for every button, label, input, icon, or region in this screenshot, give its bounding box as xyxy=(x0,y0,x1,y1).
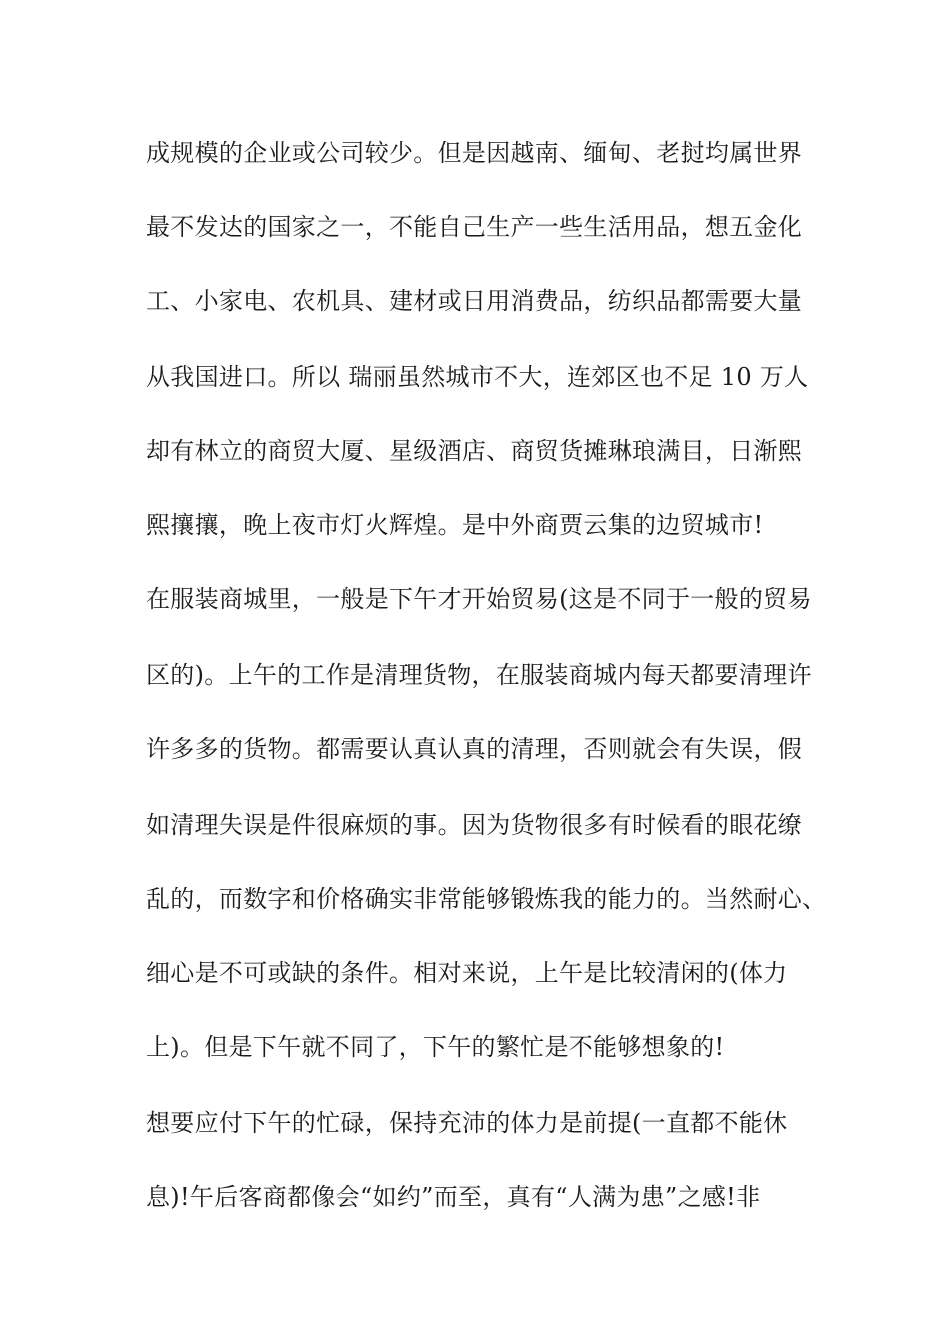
text-line: 许多多的货物。都需要认真认真的清理，否则就会有失误，假 xyxy=(146,735,803,763)
text-line: 在服装商城里，一般是下午才开始贸易(这是不同于一般的贸易 xyxy=(146,585,812,613)
text-line: 如清理失误是件很麻烦的事。因为货物很多有时候看的眼花缭 xyxy=(146,811,803,839)
text-line: 成规模的企业或公司较少。但是因越南、缅甸、老挝均属世界 xyxy=(146,139,803,167)
text-line: 乱的，而数字和价格确实非常能够锻炼我的能力的。当然耐心、 xyxy=(146,885,827,913)
text-line: 却有林立的商贸大厦、星级酒店、商贸货摊琳琅满目，日渐熙 xyxy=(146,437,803,465)
text-line: 从我国进口。所以 瑞丽虽然城市不大，连郊区也不足 10 万人 xyxy=(146,363,809,391)
text-line: 最不发达的国家之一，不能自己生产一些生活用品，想五金化 xyxy=(146,213,803,241)
text-line: 想要应付下午的忙碌，保持充沛的体力是前提(一直都不能休 xyxy=(146,1109,788,1137)
text-line: 熙攘攘，晚上夜市灯火辉煌。是中外商贾云集的边贸城市! xyxy=(146,511,764,539)
text-line: 细心是不可或缺的条件。相对来说，上午是比较清闲的(体力 xyxy=(146,959,788,987)
text-line: 上)。但是下午就不同了，下午的繁忙是不能够想象的! xyxy=(146,1033,725,1061)
text-line: 息)!午后客商都像会“如约”而至，真有“人满为患”之感!非 xyxy=(146,1183,761,1211)
text-line: 区的)。上午的工作是清理货物，在服装商城内每天都要清理许 xyxy=(146,661,812,689)
text-line: 工、小家电、农机具、建材或日用消费品，纺织品都需要大量 xyxy=(146,287,803,315)
